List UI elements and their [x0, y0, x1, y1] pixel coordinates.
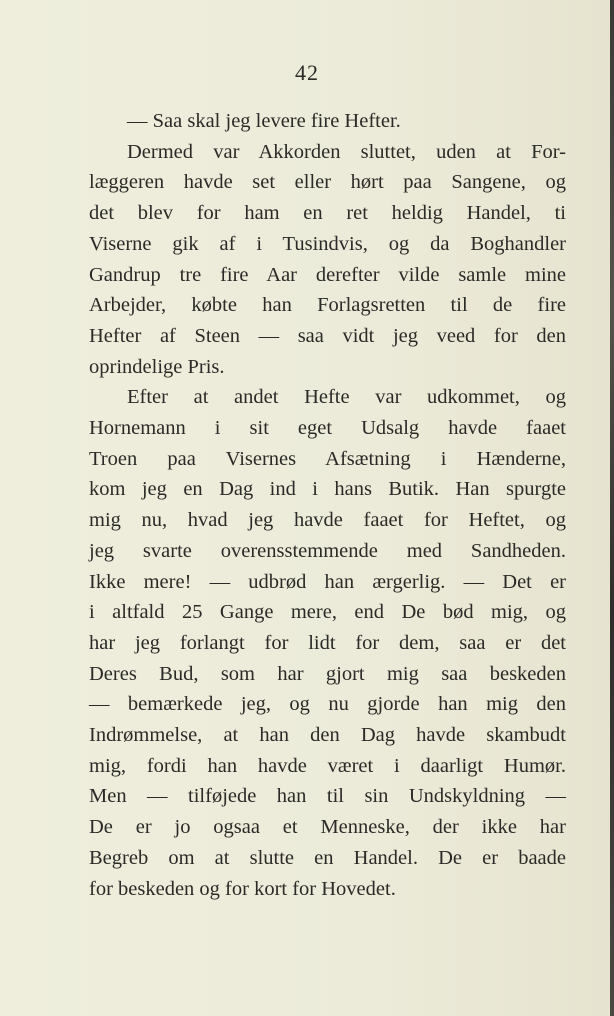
text-line: har jeg forlangt for lidt for dem, saa er det — [89, 631, 566, 654]
text-line: kom jeg en Dag ind i hans Butik. Han spurgte — [89, 478, 566, 501]
text-line: De er jo ogsaa et Menneske, der ikke har — [89, 816, 566, 839]
page-edge-shadow — [610, 0, 614, 1016]
text-line: oprindelige Pris. — [89, 355, 225, 378]
page-number: 42 — [295, 60, 319, 85]
text-line: Viserne gik af i Tusindvis, og da Boghandler — [89, 232, 566, 255]
text-line: — bemærkede jeg, og nu gjorde han mig den — [89, 693, 566, 716]
text-line: Hornemann i sit eget Udsalg havde faaet — [89, 417, 566, 440]
text-line: Indrømmelse, at han den Dag havde skambudt — [89, 724, 566, 747]
text-line: Efter at andet Hefte var udkommet, og — [127, 386, 566, 409]
text-line: — Saa skal jeg levere fire Hefter. — [127, 110, 401, 132]
text-line: mig nu, hvad jeg havde faaet for Heftet, og — [89, 509, 566, 532]
text-line: Ikke mere! — udbrød han ærgerlig. — Det er — [89, 570, 566, 593]
text-line: Dermed var Akkorden sluttet, uden at For- — [127, 140, 566, 163]
text-line: Troen paa Visernes Afsætning i Hænderne, — [89, 447, 566, 470]
text-line: Begreb om at slutte en Handel. De er baade — [89, 846, 566, 869]
text-line: Deres Bud, som har gjort mig saa beskeden — [89, 662, 566, 685]
text-line: Men — tilføjede han til sin Undskyldning — — [89, 785, 566, 808]
text-line: jeg svarte overensstemmende med Sandheden. — [89, 539, 566, 562]
text-line: læggeren havde set eller hørt paa Sangene, og — [89, 171, 566, 194]
text-line: for beskeden og for kort for Hovedet. — [89, 877, 396, 900]
body-text — [89, 106, 566, 904]
text-line: Gandrup tre fire Aar derefter vilde samle mine — [89, 263, 566, 286]
text-line: mig, fordi han havde været i daarligt Humør. — [89, 754, 566, 777]
text-line: Hefter af Steen — saa vidt jeg veed for den — [89, 324, 566, 347]
text-line: i altfald 25 Gange mere, end De bød mig, og — [89, 601, 566, 624]
text-line: Arbejder, købte han Forlagsretten til de fire — [89, 294, 566, 317]
text-line: det blev for ham en ret heldig Handel, ti — [89, 202, 566, 225]
